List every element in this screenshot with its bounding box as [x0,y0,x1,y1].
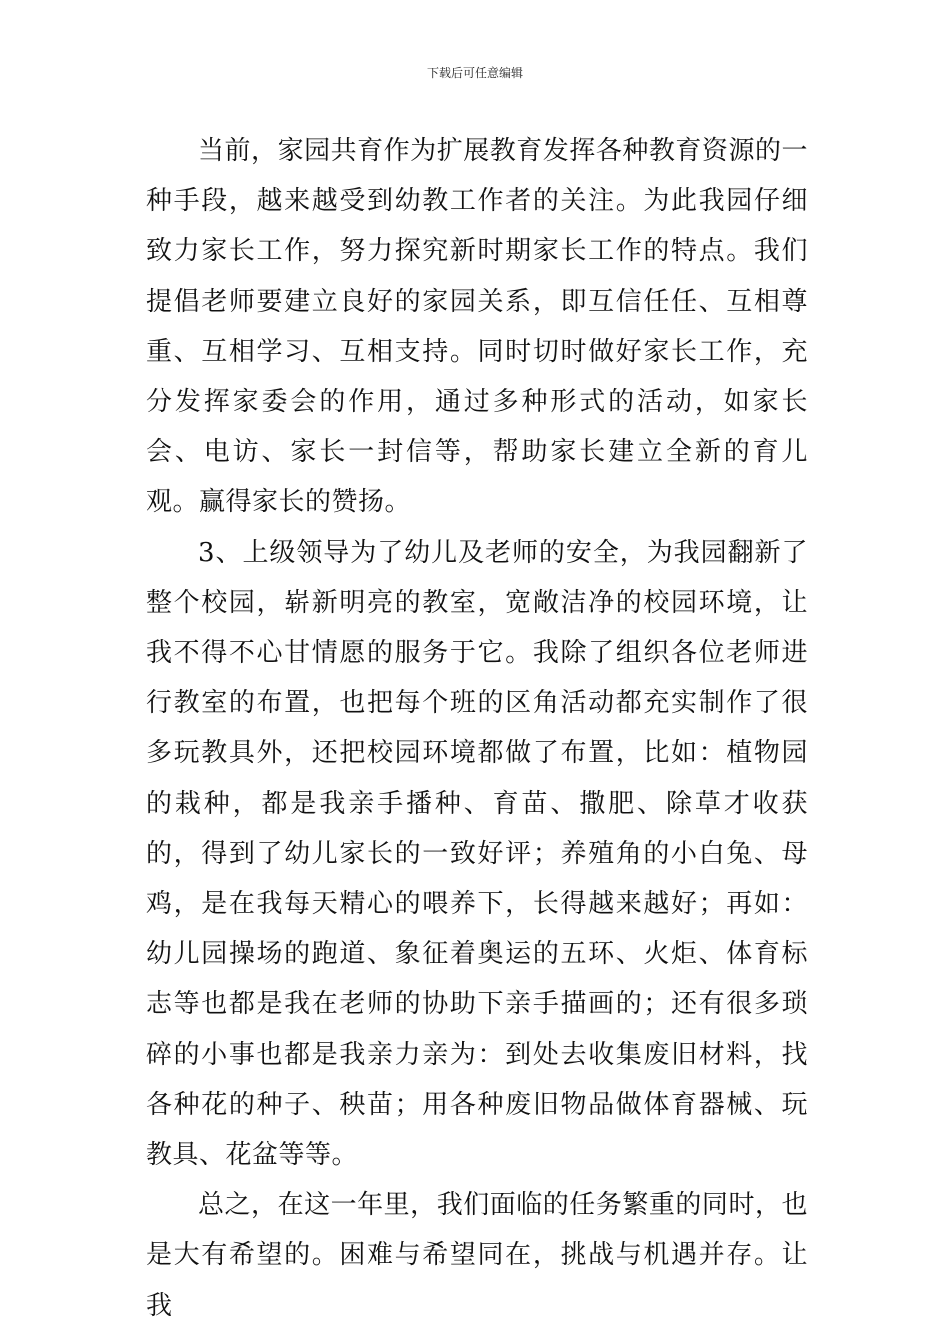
paragraph-campus-renovation: 3、上级领导为了幼儿及老师的安全，为我园翻新了整个校园，崭新明亮的教室，宽敞洁净的校园环境，让我不得不心甘情愿的服务于它。我除了组织各位老师进行教室的布置，也把每个班的区角活动都充实制作了很多玩教具外，还把校园环境都做了布置，比如：植物园的栽种，都是我亲手播种、育苗、撒肥、除草才收获的，得到了幼儿家长的一致好评；养殖角的小白兔、母鸡，是在我每天精心的喂养下，长得越来越好；再如：幼儿园操场的跑道、象征着奥运的五环、火炬、体育标志等也都是我在老师的协助下亲手描画的；还有很多琐碎的小事也都是我亲力亲为：到处去收集废旧材料，找各种花的种子、秧苗；用各种废旧物品做体育器械、玩教具、花盆等等。 [146,537,808,1171]
document-body [146,126,808,1331]
paragraph-home-school: 当前，家园共育作为扩展教育发挥各种教育资源的一种手段，越来越受到幼教工作者的关注。为此我园仔细致力家长工作，努力探究新时期家长工作的特点。我们提倡老师要建立良好的家园关系，即互信任任、互相尊重、互相学习、互相支持。同时切时做好家长工作，充分发挥家委会的作用，通过多种形式的活动，如家长会、电访、家长一封信等，帮助家长建立全新的育儿观。赢得家长的赞扬。 [146,136,808,518]
paragraph-summary: 总之，在这一年里，我们面临的任务繁重的同时，也是大有希望的。困难与希望同在，挑战与机遇并存。让我 [146,1190,808,1321]
page-header: 下载后可任意编辑 [426,66,523,80]
